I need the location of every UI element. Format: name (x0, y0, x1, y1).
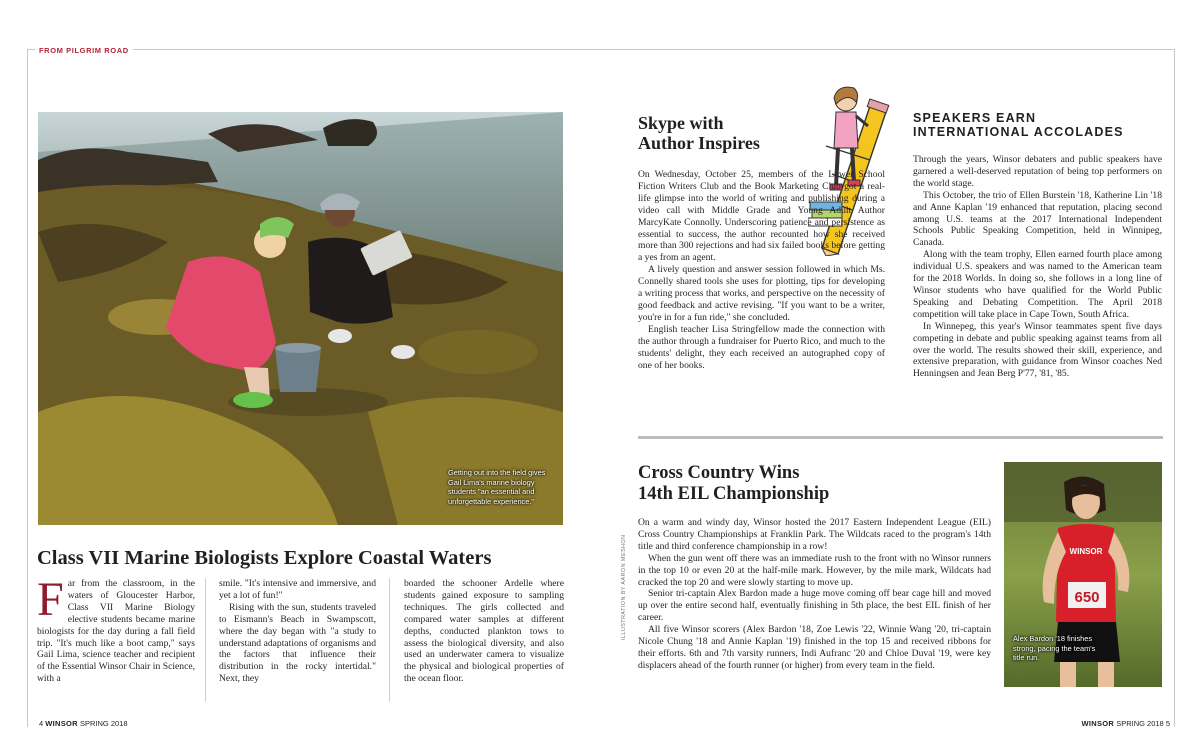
runner-photo-caption: Alex Bardon '18 finishes strong, pacing the team's title run. (1013, 634, 1096, 663)
brand-name: WINSOR (1081, 719, 1115, 728)
marine-col-1-text: ar from the classroom, in the waters of Gloucester Harbor, Class VII Marine Biology elective students became marine biologists for the day during a fall field trip. "It's much like a boot camp," says Gail Lima, science teacher and recipient of the Essential Winsor Chair in Science, with a (37, 578, 195, 685)
tidepool-illustration (38, 112, 563, 525)
section-label: FROM PILGRIM ROAD (35, 46, 133, 55)
bib-number: 650 (1074, 589, 1100, 606)
skype-headline-line-2: Author Inspires (638, 133, 760, 153)
speakers-p2: This October, the trio of Ellen Burstein '18, Katherine Lin '18 and Anne Kaplan '19 enhanced that reputation, placing second among U.S. teams at the 2017 International Independent Schools Public Speaking Competition, held in Winnipeg, Canada. (913, 189, 1162, 249)
page-number: 4 (39, 719, 44, 728)
cross-p2: When the gun went off there was an immediate rush to the front with no Winsor runners in the top 10 or even 20 at the half-mile mark. However, by the mile mark, Wildcats had cracked the top 20 and were slowly starting to move up. (638, 552, 991, 588)
speakers-p4: In Winnepeg, this year's Winsor teammates spent five days competing in debate and public speaking against teams from all over the world. The results showed their skill, experience, and extensive preparation, with guidance from Winsor coaches Ned Henningsen and Jean Berg P'77, '81, '85. (913, 320, 1162, 380)
folio-left (36, 719, 131, 728)
marine-photo-caption: Getting out into the field gives Gail Lima's marine biology students "an essential and unforgettable experience." (448, 468, 546, 506)
cross-p3: Senior tri-captain Alex Bardon made a huge move coming off bear cage hill and moved up over the entire second half, eventually finishing in 5th place, the best EIL finish of her career. (638, 588, 991, 624)
illustration-credit: ILLUSTRATION BY AARON MESHON (621, 534, 627, 640)
skype-headline-line-1: Skype with (638, 113, 724, 133)
skype-p1: On Wednesday, October 25, members of the Lower School Fiction Writers Club and the Book Marketing Club got a real-life glimpse into the world of writing and publishing during a video call with Middle Grade and Young Adult Author MarcyKate Connolly. Underscoring patience and persistence as essential to success, the author recounted how she received more than 300 rejections and had six failed books before getting a yes from an agent. (638, 169, 885, 264)
speakers-p3: Along with the team trophy, Ellen earned fourth place among individual U.S. speakers and was named to the American team for the 2018 Worlds. In doing so, she follows in a long line of Winsor students who have qualified for the World Public Speaking and Debating Competition. The April 2018 competition will take place in Cape Town, South Africa. (913, 249, 1162, 320)
column-divider (389, 578, 390, 702)
brand-name: WINSOR (45, 719, 78, 728)
marine-col-3 (404, 578, 564, 685)
column-divider (205, 578, 206, 702)
issue-label: SPRING 2018 (80, 719, 128, 728)
marine-col-1 (37, 573, 195, 685)
speakers-p1: Through the years, Winsor debaters and public speakers have garnered a well-deserved reputation of being top performers on the world stage. (913, 154, 1162, 189)
skype-p2: A lively question and answer session followed in which Ms. Connelly shared tools she uses for plotting, tips for developing a writing process that works, and perspective on the necessity of good feedback and active revising. "If you want to be a writer, you're in for a fun ride," she concluded. (638, 264, 885, 323)
jersey-text: WINSOR (1069, 547, 1103, 556)
marine-col-2-p1: smile. "It's intensive and immersive, and yet a lot of fun!" (219, 578, 376, 601)
cross-headline (638, 463, 829, 505)
marine-photo (38, 112, 563, 525)
cross-headline-line-1: Cross Country Wins (638, 463, 800, 483)
skype-body (638, 169, 885, 371)
marine-headline: Class VII Marine Biologists Explore Coastal Waters (37, 547, 492, 569)
marine-col-2-p2: Rising with the sun, students traveled to Eismann's Beach in Swampscott, where the day began with "a study to understand adaptations of organisms and the factors that influence their distribution in the rocky intertidal." Next, they (219, 601, 376, 685)
section-rule (638, 436, 1163, 439)
cross-headline-line-2: 14th EIL Championship (638, 484, 830, 504)
page-number: 5 (1165, 719, 1170, 728)
cross-p4: All five Winsor scorers (Alex Bardon '18, Zoe Lewis '22, Winnie Wang '20, tri-captain Nicole Chung '18 and Annie Kaplan '19) finished in the top 15 and received ribbons for their efforts. 6th and 7th varsity runners, Indi Aufranc '20 and Chloe Duval '19, were key displacers ahead of the fourth runner (or higher) from every team in the field. (638, 624, 991, 671)
speakers-headline-line-1: SPEAKERS EARN (913, 111, 1037, 125)
speakers-headline-line-2: INTERNATIONAL ACCOLADES (913, 125, 1124, 139)
skype-p3: English teacher Lisa Stringfellow made the connection with the author through a fundraiser for Puerto Rico, and much to the students' delight, they each received an autographed copy of one of her books. (638, 323, 885, 371)
cross-body (638, 517, 991, 672)
marine-col-2 (219, 578, 376, 685)
speakers-body (913, 154, 1162, 380)
cross-p1: On a warm and windy day, Winsor hosted the 2017 Eastern Independent League (EIL) Cross Country Championships at Franklin Park. The Wildcats raced to the program's 14th title and third conference championship in a row! (638, 517, 991, 552)
marine-col-3-text: boarded the schooner Ardelle where students gained exposure to sampling techniques. The girls collected and compared water samples at different depths, conducted plankton tows to assess the biological diversity, and also used an underwater camera to visualize the physical and biological properties of the ocean floor. (404, 578, 564, 685)
runner-photo (1004, 462, 1162, 687)
folio-right (1078, 719, 1173, 728)
speakers-headline (913, 111, 1124, 139)
issue-label: SPRING 2018 (1116, 719, 1164, 728)
drop-cap: F (37, 573, 64, 626)
skype-headline (638, 113, 760, 153)
